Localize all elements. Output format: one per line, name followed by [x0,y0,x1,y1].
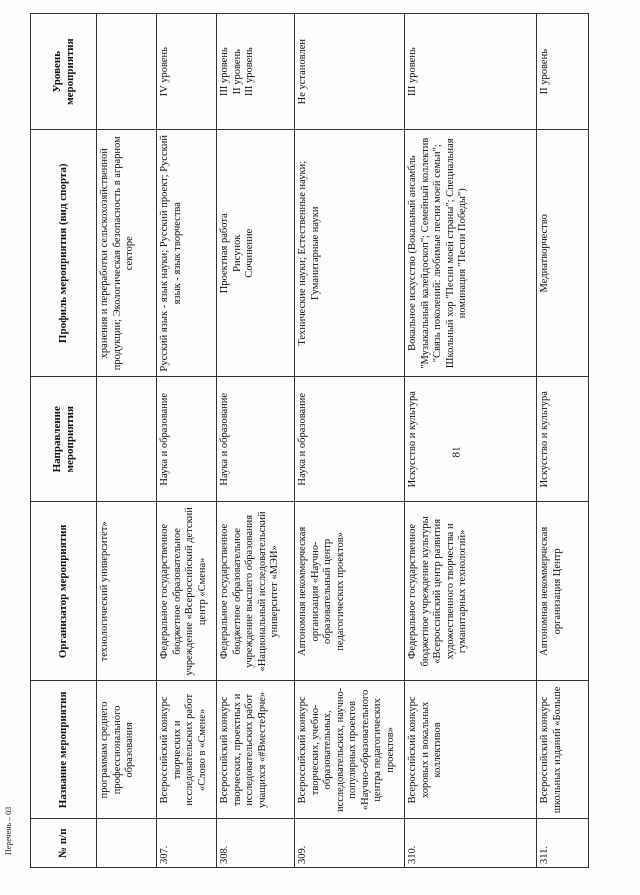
row-num: 307. [157,819,217,868]
rotated-table-container [30,13,620,868]
row-num: 311. [537,819,589,868]
row-organizer: Автономная некоммерческая организация Центр [537,502,589,681]
row-organizer: Автономная некоммерческая организация «Научно-образовательный центр педагогических проектов» [295,502,405,681]
row-name: Всероссийский конкурс творческих, проектных и исследовательских работ учащихся «#ВместеЯрче» [217,681,295,819]
table-row [537,14,589,868]
page-footer: Перечень – 03 [4,806,13,855]
row-direction [97,377,157,502]
header-level: Уровень мероприятия [31,14,97,130]
row-direction: Наука и образование [295,377,405,502]
row-profile: Вокальное искусство (Вокальный ансамбль "Музыкальный калейдоскоп"; Семейный коллектив "Связь поколений: любимые песни моей семьи"; Школьный хор "Песни моей страны"; Специальная номинация "Песни Победы") [405,130,537,377]
header-profile: Профиль мероприятия (вид спорта) [31,130,97,377]
row-name: программам среднего профессионального образования [97,681,157,819]
events-table [30,13,589,868]
row-level: III уровень [405,14,537,130]
table-row [157,14,217,868]
header-name: Название мероприятия [31,681,97,819]
table-row [405,14,537,868]
header-direction: Направление мероприятия [31,377,97,502]
row-direction: Наука и образование [217,377,295,502]
row-level: Не установлен [295,14,405,130]
row-profile: хранения и переработки сельскохозяйственной продукции; Экологическая безопасность в аграрном секторе [97,130,157,377]
table-row [295,14,405,868]
header-organizer: Организатор мероприятия [31,502,97,681]
row-num: 308. [217,819,295,868]
row-profile: Медиатворчество [537,130,589,377]
row-name: Всероссийский конкурс творческих, учебно-образовательных, исследовательских, научно-популярных проектов «Научно-образовательного центра педагогических проектов» [295,681,405,819]
table-row [97,14,157,868]
row-num: 309. [295,819,405,868]
row-direction: Наука и образование [157,377,217,502]
row-profile: Технические науки; Естественные науки; Гуманитарные науки [295,130,405,377]
row-direction: Искусство и культура [537,377,589,502]
row-organizer: Федеральное государственное бюджетное образовательное учреждение высшего образования «Национальный исследовательский университет «МЭИ» [217,502,295,681]
row-profile: Проектная работа Рисунок Сочинение [217,130,295,377]
row-level: IV уровень [157,14,217,130]
row-direction: Искусство и культура [405,377,537,502]
row-profile: Русский язык - язык науки; Русский проект; Русский язык - язык творчества [157,130,217,377]
row-organizer: Федеральное государственное бюджетное образовательное учреждение «Всероссийский детский центр «Смена» [157,502,217,681]
table-header-row [31,14,97,868]
row-level: III уровень II уровень III уровень [217,14,295,130]
row-name: Всероссийский конкурс школьных изданий «Больше [537,681,589,819]
row-num: 310. [405,819,537,868]
row-num [97,819,157,868]
row-level: II уровень [537,14,589,130]
row-level [97,14,157,130]
table-row [217,14,295,868]
page-number: 81 [450,446,463,458]
row-organizer: технологический университет» [97,502,157,681]
row-name: Всероссийский конкурс творческих и исследовательских работ «Слово в «Смене» [157,681,217,819]
row-organizer: Федеральное государственное бюджетное учреждение культуры «Всероссийский центр развития художественного творчества и гуманитарных технологий» [405,502,537,681]
row-name: Всероссийский конкурс хоровых и вокальных коллективов [405,681,537,819]
header-num: № п/п [31,819,97,868]
